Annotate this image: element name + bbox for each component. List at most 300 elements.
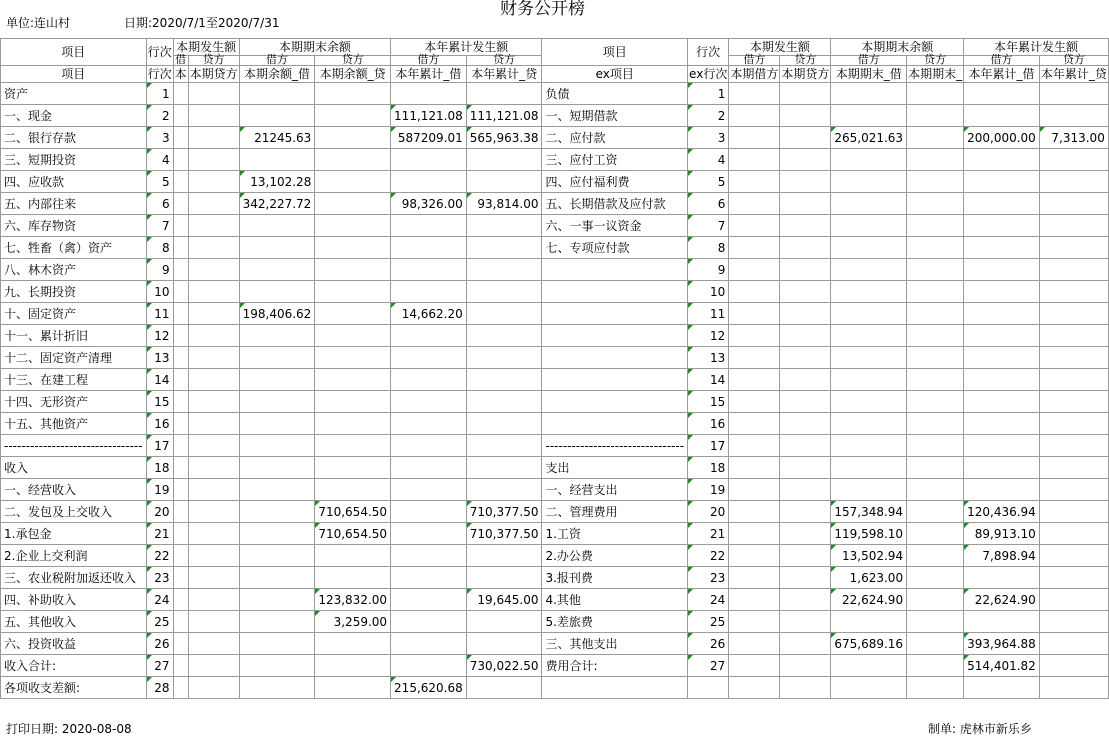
table-cell[interactable] (729, 325, 780, 347)
table-cell[interactable] (780, 589, 831, 611)
table-cell[interactable] (315, 281, 391, 303)
table-cell[interactable] (315, 127, 391, 149)
table-cell[interactable] (391, 523, 467, 545)
table-cell[interactable] (907, 259, 964, 281)
table-cell[interactable] (315, 435, 391, 457)
table-cell[interactable]: 16 (146, 413, 173, 435)
table-cell[interactable] (964, 479, 1040, 501)
table-cell[interactable] (907, 281, 964, 303)
table-cell[interactable]: 17 (146, 435, 173, 457)
table-cell[interactable] (188, 567, 239, 589)
table-cell[interactable]: 十四、无形资产 (1, 391, 147, 413)
table-cell[interactable] (239, 369, 315, 391)
table-cell[interactable] (391, 391, 467, 413)
table-cell[interactable]: 1 (688, 83, 729, 105)
table-cell[interactable]: 六、库存物资 (1, 215, 147, 237)
table-cell[interactable] (780, 149, 831, 171)
table-cell[interactable] (907, 457, 964, 479)
table-cell[interactable] (466, 215, 542, 237)
table-cell[interactable] (831, 347, 907, 369)
table-cell[interactable] (542, 677, 688, 699)
table-cell[interactable] (1039, 611, 1108, 633)
table-cell[interactable] (542, 303, 688, 325)
table-cell[interactable]: 11 (688, 303, 729, 325)
table-cell[interactable]: 120,436.94 (964, 501, 1040, 523)
table-cell[interactable]: 七、牲畜（禽）资产 (1, 237, 147, 259)
table-cell[interactable] (542, 413, 688, 435)
table-cell[interactable] (188, 457, 239, 479)
table-cell[interactable] (466, 391, 542, 413)
table-cell[interactable]: 12 (146, 325, 173, 347)
table-cell[interactable] (907, 347, 964, 369)
table-cell[interactable] (907, 633, 964, 655)
table-cell[interactable] (831, 281, 907, 303)
table-cell[interactable] (964, 259, 1040, 281)
table-cell[interactable]: 587209.01 (391, 127, 467, 149)
table-cell[interactable] (188, 83, 239, 105)
table-cell[interactable] (188, 193, 239, 215)
table-cell[interactable] (315, 105, 391, 127)
table-cell[interactable] (964, 677, 1040, 699)
table-cell[interactable] (188, 215, 239, 237)
table-cell[interactable]: 11 (146, 303, 173, 325)
table-cell[interactable] (188, 347, 239, 369)
table-cell[interactable] (391, 435, 467, 457)
table-cell[interactable]: 22 (146, 545, 173, 567)
table-cell[interactable] (964, 611, 1040, 633)
table-cell[interactable] (907, 391, 964, 413)
table-cell[interactable]: 15 (146, 391, 173, 413)
table-cell[interactable]: 8 (146, 237, 173, 259)
table-cell[interactable]: 5 (146, 171, 173, 193)
table-cell[interactable] (239, 589, 315, 611)
table-cell[interactable]: 89,913.10 (964, 523, 1040, 545)
table-cell[interactable] (729, 215, 780, 237)
table-cell[interactable] (831, 479, 907, 501)
table-cell[interactable] (964, 149, 1040, 171)
table-cell[interactable] (1039, 193, 1108, 215)
table-cell[interactable] (831, 325, 907, 347)
table-cell[interactable]: 13,502.94 (831, 545, 907, 567)
table-cell[interactable]: 21 (688, 523, 729, 545)
table-cell[interactable] (907, 655, 964, 677)
table-cell[interactable] (964, 347, 1040, 369)
table-cell[interactable] (315, 479, 391, 501)
table-cell[interactable]: 119,598.10 (831, 523, 907, 545)
table-cell[interactable] (907, 435, 964, 457)
table-cell[interactable]: 342,227.72 (239, 193, 315, 215)
table-cell[interactable]: 565,963.38 (466, 127, 542, 149)
table-cell[interactable] (239, 655, 315, 677)
table-cell[interactable] (907, 303, 964, 325)
table-cell[interactable] (188, 171, 239, 193)
table-cell[interactable] (315, 303, 391, 325)
table-cell[interactable] (729, 567, 780, 589)
table-cell[interactable] (173, 633, 188, 655)
table-cell[interactable]: 14 (146, 369, 173, 391)
table-cell[interactable] (188, 677, 239, 699)
table-cell[interactable] (188, 325, 239, 347)
table-cell[interactable]: 98,326.00 (391, 193, 467, 215)
table-cell[interactable]: 二、银行存款 (1, 127, 147, 149)
table-cell[interactable] (1039, 567, 1108, 589)
table-cell[interactable] (173, 259, 188, 281)
table-cell[interactable]: 111,121.08 (466, 105, 542, 127)
table-cell[interactable] (315, 325, 391, 347)
table-cell[interactable] (780, 479, 831, 501)
table-cell[interactable]: 14 (688, 369, 729, 391)
table-cell[interactable] (391, 171, 467, 193)
table-cell[interactable] (780, 391, 831, 413)
table-cell[interactable] (907, 127, 964, 149)
table-cell[interactable] (907, 523, 964, 545)
table-cell[interactable] (173, 611, 188, 633)
table-cell[interactable]: 675,689.16 (831, 633, 907, 655)
table-cell[interactable] (173, 391, 188, 413)
table-cell[interactable] (907, 677, 964, 699)
table-cell[interactable] (466, 567, 542, 589)
table-cell[interactable] (173, 545, 188, 567)
table-cell[interactable] (173, 677, 188, 699)
table-cell[interactable]: 二、管理费用 (542, 501, 688, 523)
table-cell[interactable]: 十三、在建工程 (1, 369, 147, 391)
table-cell[interactable] (391, 259, 467, 281)
table-cell[interactable] (391, 589, 467, 611)
table-cell[interactable] (907, 237, 964, 259)
table-cell[interactable] (831, 457, 907, 479)
table-cell[interactable] (831, 237, 907, 259)
table-cell[interactable] (831, 391, 907, 413)
table-cell[interactable]: 7,313.00 (1039, 127, 1108, 149)
table-cell[interactable]: 负债 (542, 83, 688, 105)
table-cell[interactable] (1039, 171, 1108, 193)
table-cell[interactable]: 十、固定资产 (1, 303, 147, 325)
table-cell[interactable] (315, 413, 391, 435)
table-cell[interactable] (315, 391, 391, 413)
table-cell[interactable] (729, 523, 780, 545)
table-cell[interactable]: 1 (146, 83, 173, 105)
table-cell[interactable]: 4 (146, 149, 173, 171)
table-cell[interactable] (315, 347, 391, 369)
table-cell[interactable] (729, 303, 780, 325)
table-cell[interactable]: 资产 (1, 83, 147, 105)
table-cell[interactable] (831, 435, 907, 457)
table-cell[interactable] (1039, 347, 1108, 369)
table-cell[interactable] (466, 149, 542, 171)
table-cell[interactable] (1039, 83, 1108, 105)
table-cell[interactable] (466, 479, 542, 501)
table-cell[interactable] (964, 391, 1040, 413)
table-cell[interactable]: 111,121.08 (391, 105, 467, 127)
table-cell[interactable]: 157,348.94 (831, 501, 907, 523)
table-cell[interactable]: 各项收支差额: (1, 677, 147, 699)
table-cell[interactable] (1039, 655, 1108, 677)
table-cell[interactable]: 9 (146, 259, 173, 281)
table-cell[interactable]: 1.工资 (542, 523, 688, 545)
table-cell[interactable] (391, 413, 467, 435)
table-cell[interactable] (466, 457, 542, 479)
table-cell[interactable]: 265,021.63 (831, 127, 907, 149)
table-cell[interactable]: 26 (688, 633, 729, 655)
table-cell[interactable] (542, 347, 688, 369)
table-cell[interactable] (780, 281, 831, 303)
table-cell[interactable] (1039, 259, 1108, 281)
table-cell[interactable] (315, 545, 391, 567)
table-cell[interactable] (1039, 435, 1108, 457)
table-cell[interactable] (780, 457, 831, 479)
table-cell[interactable] (907, 567, 964, 589)
table-cell[interactable] (831, 677, 907, 699)
table-cell[interactable]: 六、投资收益 (1, 633, 147, 655)
table-cell[interactable] (729, 435, 780, 457)
table-cell[interactable]: 三、农业税附加返还收入 (1, 567, 147, 589)
table-cell[interactable]: 198,406.62 (239, 303, 315, 325)
table-cell[interactable] (239, 435, 315, 457)
table-cell[interactable] (466, 281, 542, 303)
table-cell[interactable] (907, 149, 964, 171)
table-cell[interactable] (391, 501, 467, 523)
table-cell[interactable]: 15 (688, 391, 729, 413)
table-cell[interactable] (1039, 303, 1108, 325)
table-cell[interactable] (466, 545, 542, 567)
table-cell[interactable] (466, 611, 542, 633)
table-cell[interactable]: 19,645.00 (466, 589, 542, 611)
table-cell[interactable] (907, 479, 964, 501)
table-cell[interactable] (831, 193, 907, 215)
table-cell[interactable]: 五、内部往来 (1, 193, 147, 215)
table-cell[interactable] (173, 457, 188, 479)
table-cell[interactable] (173, 413, 188, 435)
table-cell[interactable] (780, 523, 831, 545)
table-cell[interactable]: 24 (146, 589, 173, 611)
table-cell[interactable]: 一、现金 (1, 105, 147, 127)
table-cell[interactable] (239, 237, 315, 259)
table-cell[interactable] (188, 655, 239, 677)
table-cell[interactable]: -------------------------------- (542, 435, 688, 457)
table-cell[interactable] (239, 325, 315, 347)
table-cell[interactable]: 一、短期借款 (542, 105, 688, 127)
table-cell[interactable]: 3 (688, 127, 729, 149)
table-cell[interactable] (964, 413, 1040, 435)
table-cell[interactable] (780, 171, 831, 193)
table-cell[interactable]: 三、应付工资 (542, 149, 688, 171)
table-cell[interactable] (466, 171, 542, 193)
table-cell[interactable] (907, 325, 964, 347)
table-cell[interactable] (1039, 457, 1108, 479)
table-cell[interactable]: 13 (688, 347, 729, 369)
table-cell[interactable] (1039, 237, 1108, 259)
table-cell[interactable] (1039, 545, 1108, 567)
table-cell[interactable] (729, 259, 780, 281)
table-cell[interactable] (239, 215, 315, 237)
table-cell[interactable]: 28 (146, 677, 173, 699)
table-cell[interactable] (1039, 391, 1108, 413)
table-cell[interactable] (1039, 479, 1108, 501)
table-cell[interactable] (239, 391, 315, 413)
table-cell[interactable] (964, 83, 1040, 105)
table-cell[interactable] (542, 259, 688, 281)
table-cell[interactable] (188, 127, 239, 149)
table-cell[interactable] (188, 435, 239, 457)
table-cell[interactable] (1039, 325, 1108, 347)
table-cell[interactable] (831, 215, 907, 237)
table-cell[interactable] (173, 303, 188, 325)
table-cell[interactable] (542, 391, 688, 413)
table-cell[interactable]: 13,102.28 (239, 171, 315, 193)
table-cell[interactable] (391, 83, 467, 105)
table-cell[interactable] (780, 259, 831, 281)
table-cell[interactable] (173, 523, 188, 545)
table-cell[interactable] (729, 105, 780, 127)
table-cell[interactable] (780, 127, 831, 149)
table-cell[interactable] (391, 281, 467, 303)
table-cell[interactable] (907, 171, 964, 193)
table-cell[interactable]: 12 (688, 325, 729, 347)
table-cell[interactable]: 4 (688, 149, 729, 171)
table-cell[interactable]: 20 (146, 501, 173, 523)
table-cell[interactable] (729, 479, 780, 501)
table-cell[interactable] (391, 457, 467, 479)
table-cell[interactable] (173, 127, 188, 149)
table-cell[interactable] (1039, 215, 1108, 237)
table-cell[interactable] (780, 413, 831, 435)
table-cell[interactable] (391, 545, 467, 567)
table-cell[interactable] (780, 567, 831, 589)
table-cell[interactable]: 215,620.68 (391, 677, 467, 699)
table-cell[interactable] (780, 83, 831, 105)
table-cell[interactable] (173, 149, 188, 171)
table-cell[interactable] (780, 237, 831, 259)
table-cell[interactable] (466, 237, 542, 259)
table-cell[interactable] (907, 589, 964, 611)
table-cell[interactable]: 710,654.50 (315, 501, 391, 523)
table-cell[interactable] (729, 391, 780, 413)
table-cell[interactable] (239, 611, 315, 633)
table-cell[interactable]: 三、短期投资 (1, 149, 147, 171)
table-cell[interactable]: 3,259.00 (315, 611, 391, 633)
table-cell[interactable]: 22 (688, 545, 729, 567)
table-cell[interactable]: 710,377.50 (466, 501, 542, 523)
table-cell[interactable]: 25 (688, 611, 729, 633)
table-cell[interactable]: 费用合计: (542, 655, 688, 677)
table-cell[interactable] (173, 171, 188, 193)
table-cell[interactable] (315, 215, 391, 237)
table-cell[interactable] (1039, 523, 1108, 545)
table-cell[interactable] (780, 105, 831, 127)
table-cell[interactable] (173, 435, 188, 457)
table-cell[interactable] (315, 259, 391, 281)
table-cell[interactable] (173, 281, 188, 303)
table-cell[interactable]: 5 (688, 171, 729, 193)
table-cell[interactable]: 9 (688, 259, 729, 281)
table-cell[interactable] (542, 281, 688, 303)
table-cell[interactable] (780, 633, 831, 655)
table-cell[interactable]: 八、林木资产 (1, 259, 147, 281)
table-cell[interactable] (466, 413, 542, 435)
table-cell[interactable] (239, 83, 315, 105)
table-cell[interactable] (780, 193, 831, 215)
table-cell[interactable]: 十二、固定资产清理 (1, 347, 147, 369)
table-cell[interactable]: 22,624.90 (964, 589, 1040, 611)
table-cell[interactable] (729, 127, 780, 149)
table-cell[interactable] (780, 347, 831, 369)
table-cell[interactable] (907, 501, 964, 523)
table-cell[interactable]: 五、长期借款及应付款 (542, 193, 688, 215)
table-cell[interactable] (239, 479, 315, 501)
table-cell[interactable] (466, 347, 542, 369)
table-cell[interactable] (391, 611, 467, 633)
table-cell[interactable] (729, 171, 780, 193)
table-cell[interactable] (315, 633, 391, 655)
table-cell[interactable] (466, 633, 542, 655)
table-cell[interactable]: 3 (146, 127, 173, 149)
table-cell[interactable]: 8 (688, 237, 729, 259)
table-cell[interactable]: 514,401.82 (964, 655, 1040, 677)
table-cell[interactable] (188, 611, 239, 633)
table-cell[interactable] (831, 171, 907, 193)
table-cell[interactable] (729, 413, 780, 435)
table-cell[interactable]: 2.企业上交利润 (1, 545, 147, 567)
table-cell[interactable] (188, 501, 239, 523)
table-cell[interactable] (1039, 589, 1108, 611)
table-cell[interactable] (964, 105, 1040, 127)
table-cell[interactable] (239, 347, 315, 369)
table-cell[interactable]: 13 (146, 347, 173, 369)
table-cell[interactable]: 二、发包及上交收入 (1, 501, 147, 523)
table-cell[interactable]: 14,662.20 (391, 303, 467, 325)
table-cell[interactable] (391, 369, 467, 391)
table-cell[interactable]: 25 (146, 611, 173, 633)
table-cell[interactable]: 4.其他 (542, 589, 688, 611)
table-cell[interactable]: 收入 (1, 457, 147, 479)
table-cell[interactable] (780, 677, 831, 699)
table-cell[interactable] (831, 105, 907, 127)
table-cell[interactable] (780, 501, 831, 523)
table-cell[interactable] (780, 369, 831, 391)
table-cell[interactable] (315, 237, 391, 259)
table-cell[interactable] (466, 83, 542, 105)
table-cell[interactable] (315, 193, 391, 215)
table-cell[interactable]: 五、其他收入 (1, 611, 147, 633)
table-cell[interactable]: 10 (688, 281, 729, 303)
table-cell[interactable]: 23 (146, 567, 173, 589)
table-cell[interactable]: 10 (146, 281, 173, 303)
table-cell[interactable] (239, 501, 315, 523)
table-cell[interactable] (188, 523, 239, 545)
table-cell[interactable] (315, 149, 391, 171)
table-cell[interactable] (173, 369, 188, 391)
table-cell[interactable] (907, 369, 964, 391)
table-cell[interactable]: 21 (146, 523, 173, 545)
table-cell[interactable] (729, 633, 780, 655)
table-cell[interactable]: 四、应收款 (1, 171, 147, 193)
table-cell[interactable] (964, 215, 1040, 237)
table-cell[interactable] (173, 215, 188, 237)
table-cell[interactable] (466, 677, 542, 699)
table-cell[interactable] (188, 545, 239, 567)
table-cell[interactable] (188, 479, 239, 501)
table-cell[interactable]: 7 (688, 215, 729, 237)
table-cell[interactable] (729, 83, 780, 105)
table-cell[interactable]: 十五、其他资产 (1, 413, 147, 435)
table-cell[interactable] (1039, 677, 1108, 699)
table-cell[interactable]: 7 (146, 215, 173, 237)
table-cell[interactable]: 27 (146, 655, 173, 677)
table-cell[interactable] (239, 567, 315, 589)
table-cell[interactable]: 2.办公费 (542, 545, 688, 567)
table-cell[interactable] (239, 633, 315, 655)
table-cell[interactable]: -------------------------------- (1, 435, 147, 457)
